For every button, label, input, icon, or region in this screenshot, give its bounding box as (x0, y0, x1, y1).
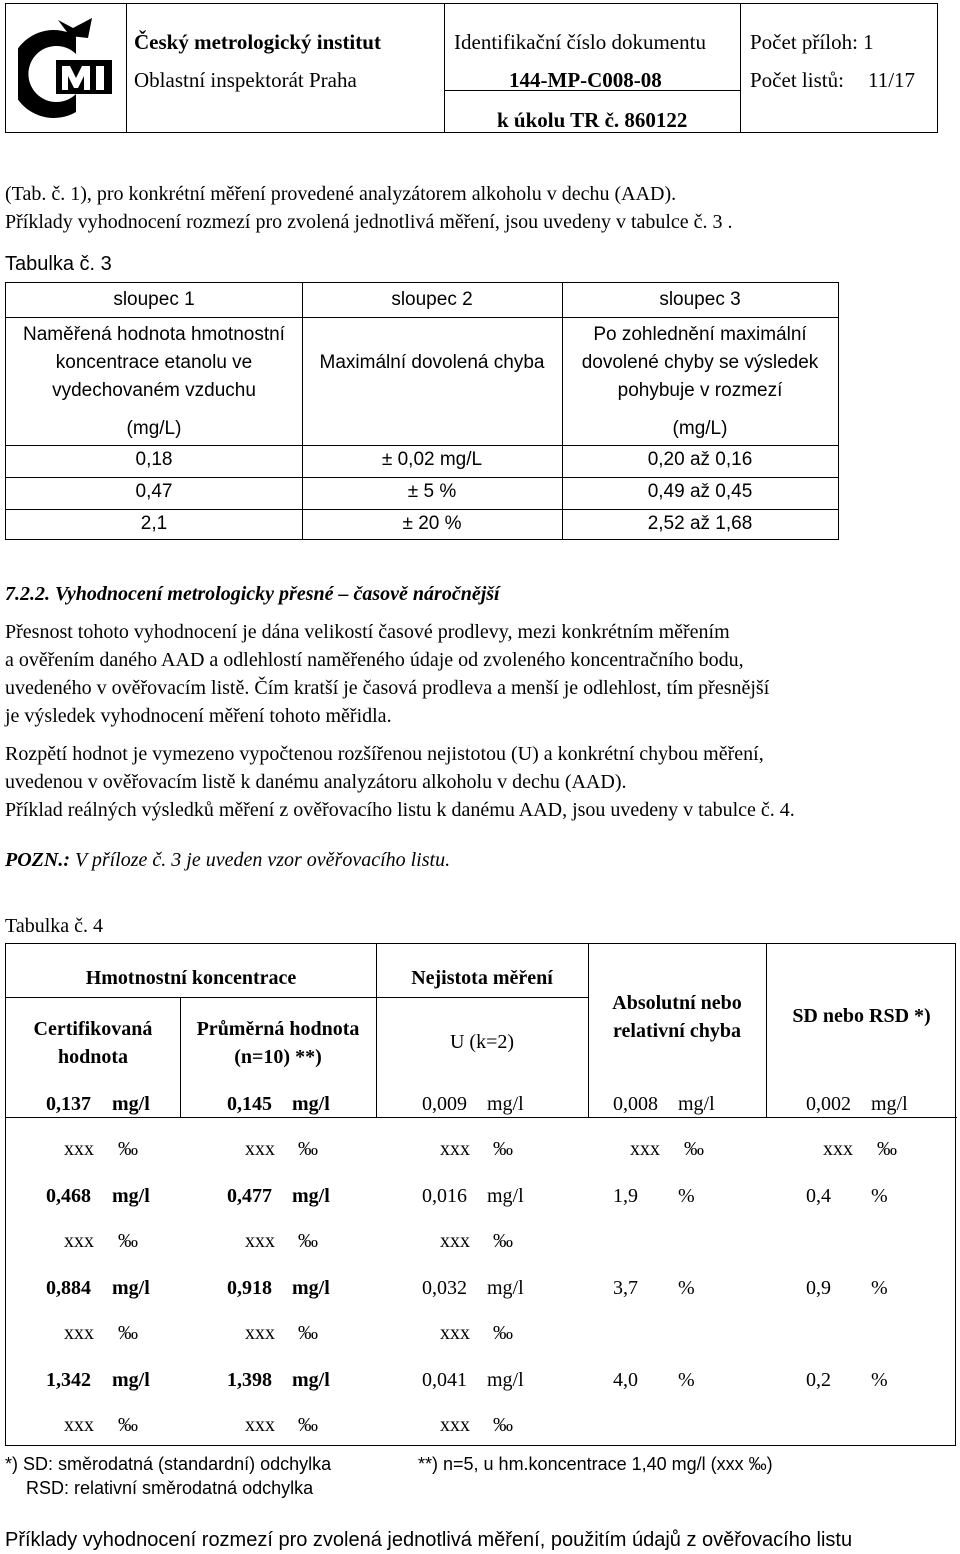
table4-unit: mg/l (487, 1369, 524, 1391)
table4-permille-unit: ‰ (118, 1138, 138, 1160)
section-heading: 7.2.2. Vyhodnocení metrologicky přesné – časově náročnější (5, 583, 500, 605)
table-3 (5, 282, 839, 540)
table4-caption: Tabulka č. 4 (5, 915, 104, 937)
table4-value: 0,137 (46, 1093, 91, 1115)
sheets-label: Počet listů: (750, 68, 844, 92)
table3-cell: 0,20 až 0,16 (647, 449, 753, 470)
table4-value: 0,041 (422, 1369, 467, 1391)
note (5, 846, 450, 874)
table4-permille-value: xxx (440, 1414, 470, 1436)
table4-unit: mg/l (871, 1093, 908, 1115)
table4-unit: % (678, 1185, 695, 1207)
footnote-rsd: RSD: relativní směrodatná odchylka (26, 1478, 314, 1498)
table4-value: 0,009 (422, 1093, 467, 1115)
table3-cell: 2,1 (140, 513, 168, 534)
table4-permille-unit: ‰ (298, 1230, 318, 1252)
table4-unit: mg/l (292, 1093, 330, 1115)
table4-value: 0,145 (227, 1093, 272, 1115)
doc-id-label: Identifikační číslo dokumentu (454, 30, 706, 54)
table4-unit: % (871, 1277, 888, 1299)
table4-permille-value: xxx (245, 1138, 275, 1160)
note-text: V příloze č. 3 je uveden vzor ověřovacího listu. (69, 849, 451, 871)
table4-value: 0,016 (422, 1185, 467, 1207)
table4-permille-value: xxx (440, 1230, 470, 1252)
table4-permille-unit: ‰ (298, 1322, 318, 1344)
col-label-1: sloupec 1 (113, 289, 195, 310)
table3-cell: 0,18 (135, 449, 173, 470)
task-reference: k úkolu TR č. 860122 (497, 108, 688, 132)
table4-permille-value: xxx (64, 1414, 94, 1436)
org-name: Český metrologický institut (134, 30, 381, 54)
table4-unit: mg/l (112, 1277, 150, 1299)
table3-cell: 0,49 až 0,45 (647, 481, 753, 502)
header-measured: Naměřená hodnota hmotnostní koncentrace etanolu ve vydechovaném vzduchu (23, 324, 285, 401)
table4-permille-unit: ‰ (493, 1414, 513, 1436)
table4-permille-value: xxx (440, 1138, 470, 1160)
header-max-error: Maximální dovolená chyba (319, 352, 545, 373)
table4-value: 1,342 (46, 1369, 91, 1391)
header-uncertainty-sub: U (k=2) (449, 1031, 515, 1053)
table4-permille-unit: ‰ (877, 1138, 897, 1160)
org-unit: Oblastní inspektorát Praha (134, 68, 357, 92)
table4-permille-unit: ‰ (493, 1230, 513, 1252)
table4-value: 0,002 (806, 1093, 851, 1115)
table4-permille-unit: ‰ (298, 1138, 318, 1160)
table4-permille-value: xxx (823, 1138, 853, 1160)
col-label-2: sloupec 2 (391, 289, 473, 310)
para2-line: uvedenou v ověřovacím listě k danému analyzátoru alkoholu v dechu (AAD). (5, 771, 627, 793)
footnote-sd: *) SD: směrodatná (standardní) odchylka (5, 1454, 332, 1474)
table4-permille-value: xxx (64, 1230, 94, 1252)
table4-unit: mg/l (487, 1093, 524, 1115)
table4-value: 4,0 (613, 1369, 638, 1391)
table4-unit: mg/l (292, 1185, 330, 1207)
table3-cell: 2,52 až 1,68 (647, 513, 753, 534)
table4-permille-unit: ‰ (684, 1138, 704, 1160)
table4-value: 0,4 (806, 1185, 831, 1207)
header-uncertainty: Nejistota měření (411, 967, 553, 989)
table4-value: 0,2 (806, 1369, 831, 1391)
table4-permille-unit: ‰ (493, 1138, 513, 1160)
header-range: Po zohlednění maximální dovolené chyby se výsledek pohybuje v rozmezí (581, 324, 819, 401)
intro-line-1: (Tab. č. 1), pro konkrétní měření provedené analyzátorem alkoholu v dechu (AAD). (5, 183, 677, 205)
table4-value: 0,477 (227, 1185, 272, 1207)
document-header (5, 3, 938, 133)
para2-line: Rozpětí hodnot je vymezeno vypočtenou rozšířenou nejistotou (U) a konkrétní chybou měření, (5, 743, 764, 765)
header-sd: SD nebo RSD *) (792, 1005, 931, 1027)
table4-permille-value: xxx (64, 1322, 94, 1344)
sheets-value: 11/17 (868, 68, 916, 92)
para2-line: Příklad reálných výsledků měření z ověřovacího listu k danému AAD, jsou uvedeny v tabulce č. 4. (5, 799, 795, 821)
header-mass-concentration: Hmotnostní koncentrace (85, 967, 297, 989)
unit-col-1: (mg/L) (126, 418, 182, 439)
table4-unit: mg/l (678, 1093, 715, 1115)
table4-value: 0,918 (227, 1277, 272, 1299)
table4-permille-unit: ‰ (118, 1322, 138, 1344)
table4-unit: mg/l (112, 1185, 150, 1207)
table4-value: 0,032 (422, 1277, 467, 1299)
table3-cell: ± 5 % (407, 481, 457, 502)
table4-permille-value: xxx (64, 1138, 94, 1160)
table4-value: 0,9 (806, 1277, 831, 1299)
table4-value: 0,468 (46, 1185, 91, 1207)
header-average: Průměrná hodnota (n=10) **) (196, 1018, 360, 1068)
col-label-3: sloupec 3 (659, 289, 741, 310)
doc-id: 144-MP-C008-08 (509, 68, 662, 92)
table4-value: 0,008 (613, 1093, 658, 1115)
table4-permille-value: xxx (245, 1230, 275, 1252)
table4-permille-unit: ‰ (493, 1322, 513, 1344)
header-certified: Certifikovaná hodnota (33, 1018, 153, 1068)
table4-unit: mg/l (292, 1369, 330, 1391)
table4-permille-unit: ‰ (118, 1230, 138, 1252)
table4-permille-unit: ‰ (118, 1414, 138, 1436)
intro-line-2: Příklady vyhodnocení rozmezí pro zvolená jednotlivá měření, jsou uvedeny v tabulce č. 3 . (5, 211, 733, 233)
table4-value: 1,9 (613, 1185, 638, 1207)
table4-unit: mg/l (487, 1185, 524, 1207)
table4-unit: % (871, 1369, 888, 1391)
table4-unit: % (678, 1277, 695, 1299)
unit-col-3: (mg/L) (672, 418, 728, 439)
table4-value: 3,7 (613, 1277, 638, 1299)
table4-permille-value: xxx (245, 1414, 275, 1436)
para1-line: uvedeného v ověřovacím listě. Čím kratší je časová prodleva a menší je odlehlost, tím přesnější (5, 677, 770, 699)
attachments-count: Počet příloh: 1 (750, 30, 874, 54)
note-label: POZN.: (5, 849, 70, 871)
cmi-logo-icon (18, 14, 124, 122)
para1-line: je výsledek vyhodnocení měření tohoto měřidla. (5, 705, 392, 727)
table4-permille-value: xxx (630, 1138, 660, 1160)
table4-unit: % (678, 1369, 695, 1391)
table4-unit: mg/l (487, 1277, 524, 1299)
header-error: Absolutní nebo relativní chyba (612, 992, 742, 1042)
table-4 (5, 943, 956, 1446)
table4-unit: mg/l (112, 1369, 150, 1391)
table4-permille-unit: ‰ (298, 1414, 318, 1436)
table3-caption: Tabulka č. 3 (5, 253, 112, 275)
table3-cell: 0,47 (135, 481, 173, 502)
table4-value: 1,398 (227, 1369, 272, 1391)
table3-cell: ± 20 % (402, 513, 462, 534)
table4-permille-value: xxx (440, 1322, 470, 1344)
table4-unit: % (871, 1185, 888, 1207)
table4-permille-value: xxx (245, 1322, 275, 1344)
para1-line: a ověřením daného AAD a odlehlostí naměřeného údaje od zvoleného koncentračního bodu, (5, 649, 744, 671)
para1-line: Přesnost tohoto vyhodnocení je dána velikostí časové prodlevy, mezi konkrétním měřením (5, 621, 730, 643)
bottom-line: Příklady vyhodnocení rozmezí pro zvolená jednotlivá měření, použitím údajů z ověřovacího listu (5, 1529, 853, 1551)
table4-unit: mg/l (112, 1093, 150, 1115)
footnote-n: **) n=5, u hm.koncentrace 1,40 mg/l (xxx ‰) (418, 1454, 773, 1474)
table3-cell: ± 0,02 mg/L (381, 449, 483, 470)
table4-value: 0,884 (46, 1277, 91, 1299)
table4-unit: mg/l (292, 1277, 330, 1299)
